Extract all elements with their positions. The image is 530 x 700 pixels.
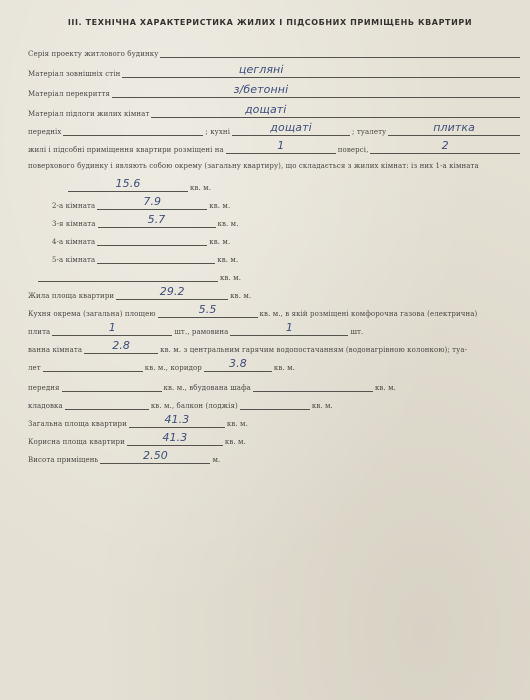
label-room1-unit: кв. м.	[190, 184, 212, 192]
label-kitchen-tail: кв. м., в якій розміщені комфорочна газова (електрична)	[259, 310, 478, 318]
field-room4	[97, 231, 207, 246]
label-room2: 2-а кімната	[52, 202, 96, 210]
value-room1: 15.6	[115, 177, 141, 190]
label-extra-unit: кв. м.	[220, 274, 242, 282]
label-height: Висота приміщень	[28, 456, 99, 464]
row-series	[28, 40, 522, 58]
label-balcony-unit: кв. м.	[311, 402, 333, 410]
field-hall2	[62, 377, 162, 392]
value-ceiling: з/бетонні	[233, 83, 289, 96]
field-useful-area	[127, 431, 223, 446]
label-stove-pcs: шт., рамовина	[174, 328, 229, 336]
label-floors: Матеріал підлоги жилих кімнат	[28, 110, 150, 118]
label-kitchen-area: Кухня окрема (загальна) площею	[28, 310, 156, 318]
label-useful-area: Корисна площа квартири	[28, 438, 125, 446]
label-wardrobe: кв. м., вбудована шафа	[163, 384, 251, 392]
label-room3: 3-я кімната	[52, 220, 96, 228]
row-hall-kitchen-toilet	[28, 118, 522, 136]
row-height	[28, 446, 522, 464]
label-floor: поверсі,	[337, 146, 369, 154]
row-room5	[28, 246, 522, 264]
label-total-area: Загальна площа квартири	[28, 420, 127, 428]
row-floors	[28, 100, 522, 118]
value-useful-area: 41.3	[162, 431, 188, 444]
label-toilet: ; туалету	[352, 128, 387, 136]
label-corridor: кв. м., коридор	[144, 364, 202, 372]
label-stove: плита	[28, 328, 51, 336]
label-bath-tail: кв. м. з центральним гарячим водопостачанням (водонагрівною колонкою); туа-	[160, 346, 468, 354]
label-living-area: Жила площа квартири	[28, 292, 115, 300]
label-hall2: передня	[28, 384, 60, 392]
value-bath: 2.8	[112, 339, 130, 352]
label-room4: 4-а кімната	[52, 238, 96, 246]
row-room1	[28, 174, 522, 192]
label-bath: ванна кімната	[28, 346, 83, 354]
row-stove	[28, 318, 522, 336]
value-corridor: 3.8	[229, 357, 247, 370]
label-living-unit: кв. м.	[230, 292, 252, 300]
label-series: Серія проекту житлового будинку	[28, 50, 159, 58]
label-ceiling: Матеріал перекриття	[28, 90, 110, 98]
field-total-area	[129, 413, 225, 428]
field-corridor	[204, 357, 272, 372]
field-hall	[63, 121, 203, 136]
label-sink-pcs: шт.	[350, 328, 364, 336]
value-toilet-floor: плитка	[433, 121, 476, 134]
field-living-area	[116, 285, 228, 300]
field-room5	[97, 249, 215, 264]
label-room5: 5-а кімната	[52, 256, 96, 264]
label-walls: Матеріал зовнішніх стін	[28, 70, 121, 78]
label-hall: передніх	[28, 128, 62, 136]
value-stove: 1	[108, 321, 116, 334]
row-ceiling	[28, 80, 522, 98]
field-stove	[52, 321, 172, 336]
row-bath	[28, 336, 522, 354]
field-room3	[98, 213, 216, 228]
label-room5-unit: кв. м.	[217, 256, 239, 264]
field-storage	[65, 395, 149, 410]
field-extra	[38, 267, 218, 282]
field-room1	[68, 177, 188, 192]
field-sink	[230, 321, 348, 336]
value-room3: 5.7	[147, 213, 166, 226]
row-hall-wardrobe	[28, 374, 522, 392]
label-storage: кладовка	[28, 402, 63, 410]
value-walls: цегляні	[238, 63, 284, 76]
value-height: 2.50	[143, 449, 168, 462]
field-balcony	[240, 395, 310, 410]
label-kitchen: ; кухні	[205, 128, 231, 136]
field-series	[160, 43, 520, 58]
label-total-unit: кв. м.	[226, 420, 248, 428]
value-kitchen-area: 5.5	[198, 303, 217, 316]
form-title: ІІІ. ТЕХНІЧНА ХАРАКТЕРИСТИКА ЖИЛИХ І ПІДСОБНИХ ПРИМІЩЕНЬ КВАРТИРИ	[67, 18, 473, 27]
row-kitchen-area	[28, 300, 522, 318]
label-wardrobe-unit: кв. м.	[374, 384, 396, 392]
row-walls	[28, 60, 522, 78]
row-living-area	[28, 282, 522, 300]
row-useful-area	[28, 428, 522, 446]
value-sink: 1	[285, 321, 293, 334]
label-height-unit: м.	[212, 456, 221, 464]
field-walls	[122, 63, 520, 78]
field-room2	[97, 195, 207, 210]
label-balcony: кв. м., балкон (лоджія)	[150, 402, 238, 410]
row-room4	[28, 228, 522, 246]
row-toilet-corridor	[28, 354, 522, 372]
value-floors: дощаті	[244, 103, 287, 116]
field-kitchen-floor	[232, 121, 350, 136]
value-total-area: 41.3	[164, 413, 190, 426]
label-building-desc: поверхового будинку і являють собою окрему (загальну квартиру), що складається з жилих кімнат: із них 1-а кімната	[28, 162, 479, 170]
row-room3	[28, 210, 522, 228]
label-corridor-unit: кв. м.	[273, 364, 295, 372]
value-living-area: 29.2	[159, 285, 185, 298]
row-storage-balcony	[28, 392, 522, 410]
field-floors	[151, 103, 520, 118]
value-room2: 7.9	[143, 195, 162, 208]
label-room2-unit: кв. м.	[209, 202, 231, 210]
value-floor-num: 1	[277, 139, 285, 152]
value-floors-total: 2	[441, 139, 449, 152]
row-building-desc	[28, 152, 522, 170]
field-bath	[84, 339, 158, 354]
field-toilet-floor	[388, 121, 520, 136]
value-kitchen-floor: дощаті	[270, 121, 312, 134]
label-room3-unit: кв. м.	[217, 220, 239, 228]
label-rooms-intro: жилі і підсобні приміщення квартири розміщені на	[28, 146, 224, 154]
field-toilet-area	[43, 357, 143, 372]
label-useful-unit: кв. м.	[224, 438, 246, 446]
row-total-area	[28, 410, 522, 428]
label-let: лет	[28, 364, 41, 372]
row-room2	[28, 192, 522, 210]
field-wardrobe	[253, 377, 373, 392]
label-room4-unit: кв. м.	[209, 238, 231, 246]
row-extra	[28, 264, 522, 282]
field-height	[100, 449, 210, 464]
field-ceiling	[112, 83, 520, 98]
field-kitchen-area	[158, 303, 258, 318]
